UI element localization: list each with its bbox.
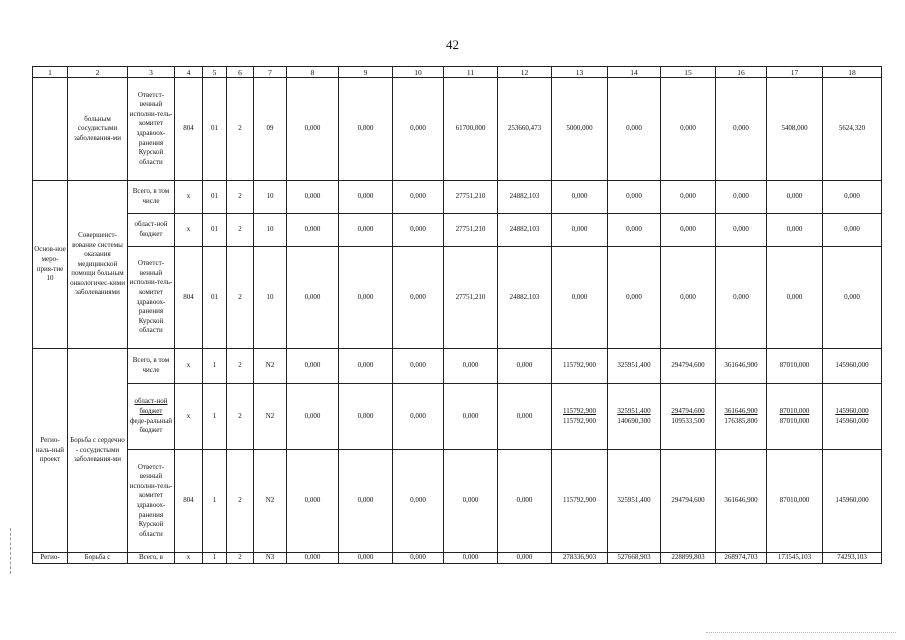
value-cell: 0,000 [608, 247, 661, 349]
value-cell: 0,000 [339, 384, 393, 450]
value-cell: 361646,900 [716, 349, 767, 384]
header-row [33, 67, 882, 78]
value-cell: 0,000 [287, 247, 339, 349]
value-cell: 0,000 [339, 181, 393, 214]
value-cell: 0,000 [444, 450, 498, 553]
value-cell: 0,000 [287, 214, 339, 247]
value-cell: 278336,903 [552, 553, 608, 564]
value-cell: 0,000 [716, 214, 767, 247]
value-cell: 0,000 [287, 384, 339, 450]
value-cell: 115792,900 [552, 450, 608, 553]
value-cell: 325951,400 [608, 450, 661, 553]
value-cell: 0,000 [716, 247, 767, 349]
value-cell: 804 [175, 78, 203, 181]
value-cell: 0,000 [498, 384, 552, 450]
value-cell: 2 [227, 181, 254, 214]
value-cell: 0,000 [608, 214, 661, 247]
column-header: 3 [128, 67, 175, 78]
page-number: 42 [446, 37, 459, 52]
value-cell: x [175, 349, 203, 384]
value-cell: 1 [203, 349, 227, 384]
budget-table [32, 66, 882, 564]
label-cell: Ответст-венный исполни-тель-комитет здравоох-ранения Курской области [128, 247, 175, 349]
value-cell: 01 [203, 78, 227, 181]
regional-budget-label: област-ной бюджет [134, 397, 168, 415]
value-cell: 87010,000 [767, 450, 823, 553]
value-cell: 2 [227, 214, 254, 247]
federal-value: 140690,300 [617, 416, 651, 425]
value-cell: x [175, 181, 203, 214]
value-cell: 0,000 [661, 247, 716, 349]
value-cell: 27751,210 [444, 181, 498, 214]
federal-value: 87010,000 [779, 416, 810, 425]
value-cell: 1 [203, 553, 227, 564]
value-cell: 5624,320 [823, 78, 882, 181]
value-cell: 0,000 [393, 247, 444, 349]
value-cell: N2 [254, 349, 287, 384]
column-header: 1 [33, 67, 68, 78]
value-cell: 0,000 [287, 78, 339, 181]
table-row [33, 78, 882, 181]
value-cell: 294794,600 [661, 349, 716, 384]
value-cell: 0,000 [767, 214, 823, 247]
value-cell: 1 [203, 384, 227, 450]
value-cell: 24882,103 [498, 181, 552, 214]
value-cell: 0,000 [444, 384, 498, 450]
column-header: 13 [552, 67, 608, 78]
value-cell: 0,000 [444, 553, 498, 564]
value-cell: 74293,103 [823, 553, 882, 564]
value-cell: 0,000 [823, 214, 882, 247]
value-cell [661, 384, 716, 450]
value-cell: 0,000 [339, 214, 393, 247]
value-cell: 527668,903 [608, 553, 661, 564]
value-cell: 1 [203, 450, 227, 553]
name-cell: Борьба с [68, 553, 128, 564]
value-cell [608, 384, 661, 450]
value-cell: 10 [254, 181, 287, 214]
value-cell: 87010,000 [767, 349, 823, 384]
executor-cell: Ответст-венный исполни-тель-комитет здравоох-ранения Курской области [128, 450, 175, 553]
column-header: 12 [498, 67, 552, 78]
table-row [33, 553, 882, 564]
value-cell: 2 [227, 349, 254, 384]
value-cell: 0,000 [498, 553, 552, 564]
value-cell: 0,000 [823, 247, 882, 349]
value-cell: 0,000 [552, 214, 608, 247]
federal-budget-label: феде-ральный бюджет [129, 416, 173, 435]
value-cell: 0,000 [608, 78, 661, 181]
value-cell: 0,000 [661, 181, 716, 214]
value-cell: 01 [203, 247, 227, 349]
value-cell: 0,000 [716, 78, 767, 181]
type-cell: Основ-ное меро-прия-тие 10 [33, 181, 68, 349]
value-cell: 5408,000 [767, 78, 823, 181]
value-cell: 61700,000 [444, 78, 498, 181]
regional-value: 325951,400 [617, 406, 651, 415]
value-cell: 2 [227, 247, 254, 349]
regional-value: 361646,900 [724, 406, 758, 415]
type-cell: Регио-наль-ный проект [33, 349, 68, 553]
column-header: 4 [175, 67, 203, 78]
value-cell: 0,000 [767, 181, 823, 214]
regional-value: 87010,000 [779, 406, 810, 415]
value-cell [552, 384, 608, 450]
value-cell: x [175, 214, 203, 247]
value-cell: 294794,600 [661, 450, 716, 553]
value-cell: 0,000 [498, 349, 552, 384]
value-cell: 173545,103 [767, 553, 823, 564]
value-cell: 2 [227, 450, 254, 553]
value-cell: 228899,803 [661, 553, 716, 564]
label-cell: Всего, в том числе [128, 181, 175, 214]
table-row [33, 247, 882, 349]
regional-value: 145960,000 [835, 406, 869, 415]
value-cell: 0,000 [339, 450, 393, 553]
value-cell: 0,000 [339, 247, 393, 349]
column-header: 14 [608, 67, 661, 78]
value-cell: 0,000 [287, 450, 339, 553]
value-cell: 0,000 [339, 349, 393, 384]
value-cell: 0,000 [393, 214, 444, 247]
value-cell: N3 [254, 553, 287, 564]
name-cell: больным сосудистыми заболевания-ми [68, 78, 128, 181]
table-row [33, 349, 882, 384]
value-cell: 268974,703 [716, 553, 767, 564]
value-cell: 804 [175, 450, 203, 553]
column-header: 15 [661, 67, 716, 78]
value-cell: 0,000 [339, 78, 393, 181]
scan-margin-line [10, 528, 11, 574]
value-cell: 10 [254, 214, 287, 247]
column-header: 17 [767, 67, 823, 78]
value-cell: N2 [254, 450, 287, 553]
value-cell: 115792,900 [552, 349, 608, 384]
label-cell: област-ной бюджет [128, 214, 175, 247]
value-cell: 0,000 [287, 349, 339, 384]
value-cell: 0,000 [393, 450, 444, 553]
value-cell: 0,000 [661, 214, 716, 247]
value-cell: 10 [254, 247, 287, 349]
value-cell [767, 384, 823, 450]
value-cell: 361646,900 [716, 450, 767, 553]
column-header: 7 [254, 67, 287, 78]
value-cell: 2 [227, 384, 254, 450]
label-cell: Всего, в [128, 553, 175, 564]
value-cell: 0,000 [393, 181, 444, 214]
value-cell [716, 384, 767, 450]
value-cell: 0,000 [393, 553, 444, 564]
column-header: 9 [339, 67, 393, 78]
value-cell: 0,000 [339, 553, 393, 564]
column-header: 8 [287, 67, 339, 78]
value-cell: 24882,103 [498, 214, 552, 247]
value-cell: x [175, 384, 203, 450]
value-cell: 253660,473 [498, 78, 552, 181]
value-cell: N2 [254, 384, 287, 450]
value-cell: x [175, 553, 203, 564]
federal-value: 176385,800 [724, 416, 758, 425]
value-cell: 325951,400 [608, 349, 661, 384]
column-header: 5 [203, 67, 227, 78]
value-cell: 0,000 [767, 247, 823, 349]
table-row [33, 214, 882, 247]
label-cell: Всего, в том числе [128, 349, 175, 384]
column-header: 2 [68, 67, 128, 78]
table-row [33, 450, 882, 553]
value-cell: 0,000 [823, 181, 882, 214]
value-cell: 0,000 [393, 349, 444, 384]
value-cell: 0,000 [552, 247, 608, 349]
table-row [33, 181, 882, 214]
table-row [33, 384, 882, 450]
value-cell: 5000,000 [552, 78, 608, 181]
value-cell: 01 [203, 181, 227, 214]
regional-value: 294794,600 [671, 406, 705, 415]
value-cell: 27751,210 [444, 247, 498, 349]
column-header: 16 [716, 67, 767, 78]
value-cell: 27751,210 [444, 214, 498, 247]
value-cell: 0,000 [393, 78, 444, 181]
name-cell: Борьба с сердечно - сосудистыми заболевания-ми [68, 349, 128, 553]
value-cell: 0,000 [287, 181, 339, 214]
value-cell: 2 [227, 78, 254, 181]
executor-cell: Ответст-венный исполни-тель-комитет здравоох-ранения Курской области [128, 78, 175, 181]
value-cell: 0,000 [287, 553, 339, 564]
value-cell: 0,000 [552, 181, 608, 214]
value-cell: 09 [254, 78, 287, 181]
column-header: 10 [393, 67, 444, 78]
type-cell: Регио- [33, 553, 68, 564]
label-cell [128, 384, 175, 450]
scan-footer-dots [706, 632, 896, 633]
value-cell: 0,000 [661, 78, 716, 181]
value-cell: 2 [227, 553, 254, 564]
column-header: 6 [227, 67, 254, 78]
value-cell [823, 384, 882, 450]
value-cell: 804 [175, 247, 203, 349]
name-cell: Совершенст-вование системы оказания медицинской помощи больным онкологичес-кими заболеваниями [68, 181, 128, 349]
value-cell: 0,000 [444, 349, 498, 384]
column-header: 11 [444, 67, 498, 78]
federal-value: 115792,900 [563, 416, 596, 425]
value-cell: 24882,103 [498, 247, 552, 349]
federal-value: 145960,000 [835, 416, 869, 425]
value-cell: 01 [203, 214, 227, 247]
column-header: 18 [823, 67, 882, 78]
value-cell: 0,000 [608, 181, 661, 214]
regional-value: 115792,900 [563, 406, 596, 415]
value-cell: 145960,000 [823, 349, 882, 384]
value-cell: 0,000 [393, 384, 444, 450]
value-cell: 145960,000 [823, 450, 882, 553]
federal-value: 109533,500 [671, 416, 705, 425]
value-cell: 0,000 [716, 181, 767, 214]
type-cell [33, 78, 68, 181]
value-cell: 0,000 [498, 450, 552, 553]
